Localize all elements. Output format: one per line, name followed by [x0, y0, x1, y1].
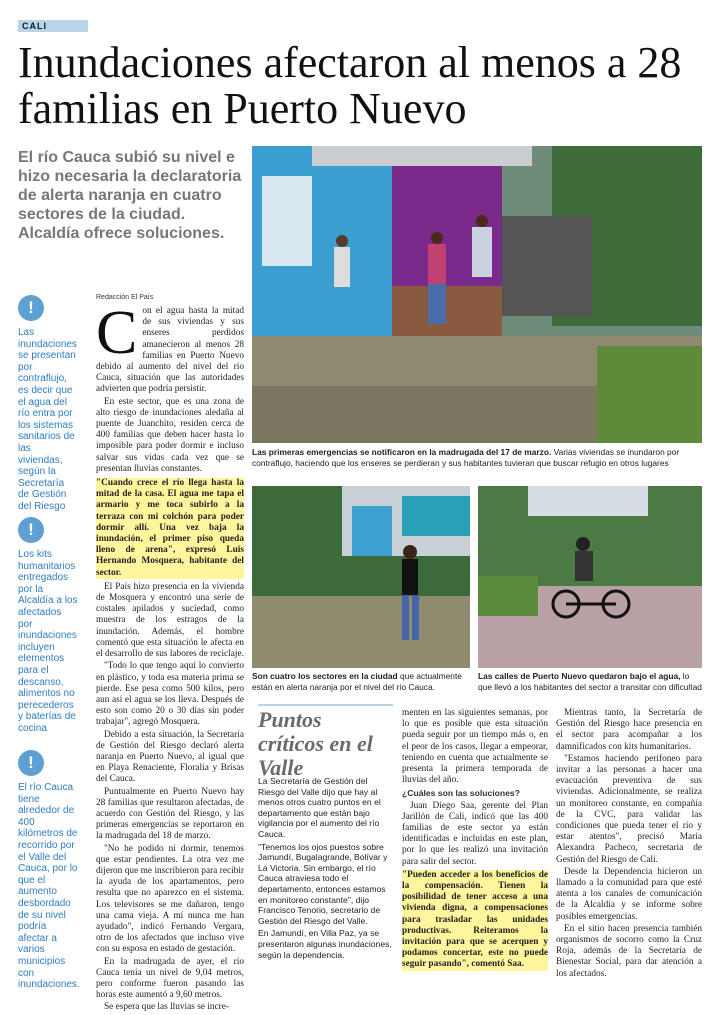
paragraph: La Secretaría de Gestión del Riesgo del Valle dijo que hay al menos otros cuatro puntos en el departamento que están bajo vigilancia por el aumento del río Cauca.	[258, 776, 381, 839]
paragraph: "No he podido ni dormir, tenemos que estar pendientes. La otra vez me dijeron que me inscribieron para recibir la ayuda de los apartamentos, pero resulta que no aparezco en el sistema. Los televisores se me dañaron, tengo una cama vieja. A mí nunca me han ayudado", indicó Fernando Vergara, otro de los afectados que incluso vive con su esposa en estado de gestación.	[96, 843, 244, 955]
sidebar-note-text: Los kits humanitarios entregados por la Alcaldía a los afectados por inundaciones incluyen elementos para el descanso, alimentos no perecederos y baterías de cocina	[18, 549, 78, 734]
subhead: ¿Cuáles son las soluciones?	[402, 788, 520, 799]
paragraph: En Jamundí, en Villa Paz, ya se presentaron algunas inundaciones, según la dependencia.	[258, 928, 392, 960]
paragraph: Se espera que las lluvias se incre-	[104, 1002, 229, 1013]
paragraph: Mientras tanto, la Secretaría de Gestión del Riesgo hace presencia en el sector para acompañar a los damnificados con kits humanitarios.	[556, 708, 702, 752]
photo-woman-walking	[252, 486, 470, 668]
paragraph: "Todo lo que tengo aquí lo convierto en plástico, y toda esa materia prima se pierde. Ese pesa como 500 kilos, pero aun así el agua se los lleva. Después de esto son como 20 o 30 días sin poder trabajar", agregó Mosquera.	[96, 661, 244, 728]
caption-text: Varias viviendas se inundaron por contraflujo, haciendo que los enseres se perdieran y sus habitantes tuvieran que buscar refugio en otros lugares	[252, 447, 680, 468]
section-tag: CALI	[18, 20, 88, 32]
box-title: Puntos críticos en el Valle	[258, 707, 373, 780]
headline: Inundaciones afectaron al menos a 28 familias en Puerto Nuevo	[18, 38, 682, 133]
exclamation-icon: !	[18, 517, 44, 543]
sidebar-note-text: El río Cauca tiene alrededor de 400 kilómetros de recorrido por el Valle del Cauca, por lo que el aumento desbordado de su nivel podría afectar a varios municipios con inundaciones.	[18, 782, 80, 991]
photo-illustration	[252, 486, 470, 668]
paragraph: "Tenemos los ojos puestos sobre Jamundí, Bugalagrande, Bolívar y La Victoria. Sin embargo, el río Cauca atraviesa todo el departamento, entonces estamos en monitoreo constante", dijo Francisco Tenorio, secretario de Gestión del Riesgo del Valle.	[258, 841, 388, 926]
photo-flooded-house	[252, 146, 702, 443]
paragraph: Juan Diego Saa, gerente del Plan Jarillón de Cali, indicó que las 400 familias de este sector ya están identificadas e incluidas en este plan, por lo que les realizó una invitación para salir del sector.	[402, 800, 548, 867]
lead-paragraph: on el agua hasta la mitad de sus viviendas y sus enseres perdidos amanecieron al menos 28 familias en Puerto Nuevo debido al aumento del nivel del río Cauca, situación que las autoridades advierten que podría persistir.	[96, 306, 244, 395]
paragraph: menten en las siguientes semanas, por lo que es posible que esta situación pueda seguir por un tiempo más o, en el peor de los casos, llegar a empeorar, teniendo en cuenta que actualmente se presenta la primera temporada de lluvias del año.	[402, 708, 548, 786]
caption-lead: Son cuatro los sectores en la ciudad	[252, 671, 398, 681]
paragraph: Debido a esta situación, la Secretaría de Gestión del Riesgo declaró alerta naranja en Puerto Nuevo, al igual que en Playa Renaciente, Floralia y Brisas del Cauca.	[96, 729, 244, 785]
box-rule	[258, 704, 393, 706]
paragraph: En la madrugada de ayer, el río Cauca tenía un nivel de 9,04 metros, pero conforme fueron pasando las horas este aumentó a 9,60 metros.	[96, 956, 244, 1001]
article-column-3	[402, 708, 548, 972]
sidebar-note-2	[18, 517, 78, 735]
article-column-4	[556, 708, 702, 981]
paragraph: El País hizo presencia en la vivienda de Mosquera y encontró una serie de costales apilados y suciedad, como muestra de los estragos de la inundación. Además, el hombre comentó que esta situación le afecta en el desarrollo de sus labores de reciclaje.	[96, 581, 244, 660]
paragraph: En este sector, que es una zona de alto riesgo de inundaciones aledaña al puente de Juanchito, residen cerca de 400 familias que deben hacer hasta lo imposible para poder dormir e incluso salvar sus vidas cada vez que se presentan lluvias constantes.	[96, 396, 244, 474]
photo-cyclist-flooded-street	[478, 486, 702, 668]
paragraph: Puntualmente en Puerto Nuevo hay 28 familias que resultaron afectadas, de acuerdo con Gestión del Riesgo, y las primeras emergencias se reportaron en la madrugada del 18 de marzo.	[96, 786, 244, 842]
sidebar-note-3	[18, 750, 78, 991]
byline: Redacción El País	[96, 294, 154, 301]
caption-top-photo	[252, 447, 704, 468]
caption-lead: Las calles de Puerto Nuevo quedaron bajo el agua,	[478, 671, 681, 681]
highlighted-quote: "Cuando crece el río llega hasta la mitad de la casa. El agua me tapa el armario y me toca subirlo a la terraza con mi colchón para poder dormir allí. Una vez baja la inundación, el primer piso queda lleno de arena", expresó Luis Hernando Mosquera, habitante del sector.	[96, 478, 244, 578]
sidebar-note-1	[18, 295, 78, 513]
deck: El río Cauca subió su nivel e hizo necesaria la declaratoria de alerta naranja en cuatro sectores de la ciudad. Alcaldía ofrece soluciones.	[18, 149, 242, 242]
photo-illustration	[478, 486, 702, 668]
paragraph: Desde la Dependencia hicieron un llamado a la comunidad para que esté atenta a los canales de comunicación de la Alcaldía y se informe sobre posibles emergencias.	[556, 866, 702, 922]
highlighted-quote: "Pueden acceder a los beneficios de la compensación. Tienen la posibilidad de tener acceso a una vivienda digna, a compensaciones para trasladar las unidades productivas. Reiteramos la invitación para que se acerquen y podamos concertar, este no puede seguir pasando", comentó Saa.	[402, 869, 548, 970]
box-body	[258, 776, 394, 962]
caption-lead: Las primeras emergencias se notificaron en la madrugada del 17 de marzo.	[252, 447, 552, 457]
paragraph: "Estamos haciendo perifoneo para invitar a las personas a hacer una evacuación preventiva de sus viviendas. Adicionalmente, se realiza un monitoreo constante, en compañía de la CVC, para validar las condiciones que pueda tener el río y estar atentos", precisó María Alexandra Pacheco, secretaria de Gestión del Riesgo de Cali.	[556, 753, 702, 865]
drop-cap: C	[96, 299, 138, 367]
exclamation-icon: !	[18, 750, 44, 776]
photo-illustration	[252, 146, 702, 443]
caption-text: lo que llevó a los habitantes del sector a transitar con dificultad	[478, 671, 702, 692]
caption-left-photo	[252, 671, 470, 692]
caption-right-photo	[478, 671, 704, 692]
sidebar-note-text: Las inundaciones se presentan por contraflujo, es decir que el agua del río entra por los sistemas sanitarios de las viviendas, según la Secretaría de Gestión del Riesgo	[18, 327, 77, 512]
article-column-1	[96, 299, 244, 1015]
exclamation-icon: !	[18, 295, 44, 321]
caption-text: que actualmente están en alerta naranja por el nivel del río Cauca.	[252, 671, 462, 692]
paragraph: En el sitio hacen presencia también organismos de socorro como la Cruz Roja, además de la Secretaría de Bienestar Social, para dar atención a los afectados.	[556, 923, 702, 979]
